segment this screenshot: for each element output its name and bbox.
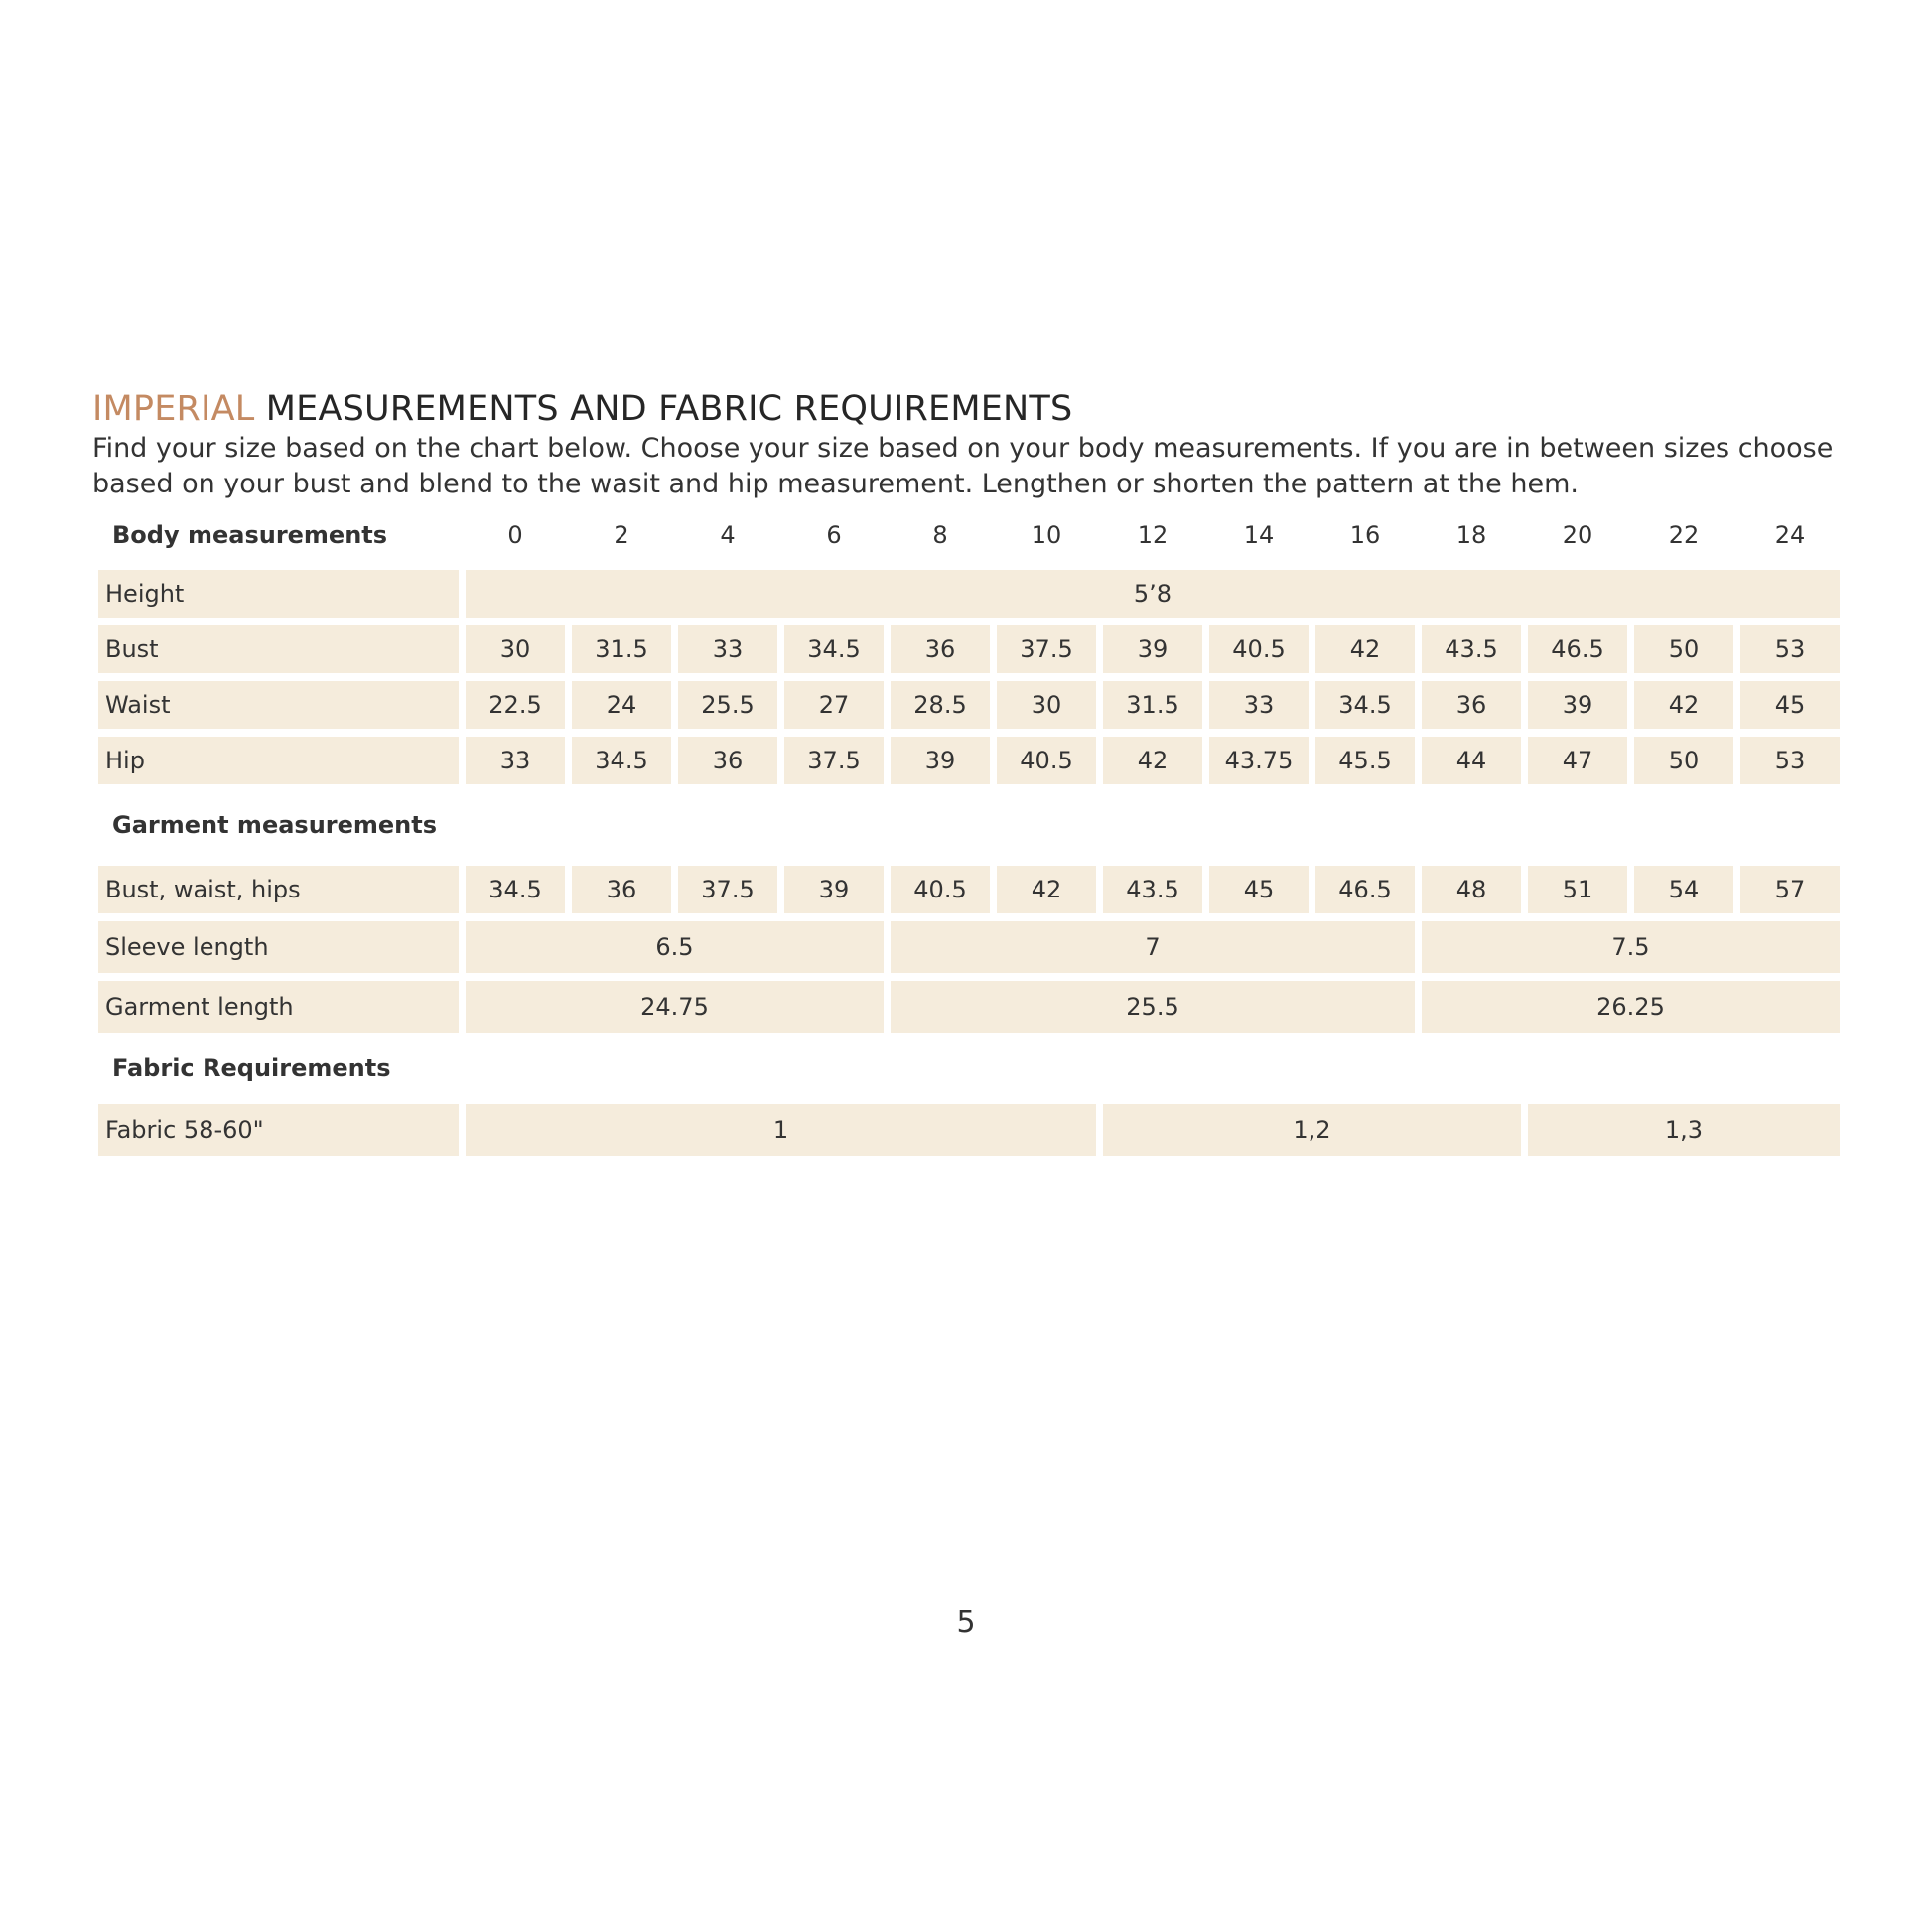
size-header-18: 18 (1455, 521, 1487, 549)
table-cell: 39 (891, 737, 990, 784)
table-cell: 45 (1209, 866, 1309, 913)
table-cell: 24 (572, 681, 671, 729)
table-cell: 7 (891, 921, 1415, 973)
table-cell: 7.5 (1422, 921, 1840, 973)
section-header-body: Body measurements (112, 521, 388, 549)
table-cell: 37.5 (997, 625, 1096, 673)
table-cell: 46.5 (1315, 866, 1415, 913)
table-cell: 26.25 (1422, 981, 1840, 1033)
table-cell: 43.5 (1103, 866, 1202, 913)
table-cell: 45 (1740, 681, 1840, 729)
table-cell: 33 (678, 625, 777, 673)
table-cell: 42 (1634, 681, 1733, 729)
table-cell: 51 (1528, 866, 1627, 913)
table-cell: 34.5 (572, 737, 671, 784)
table-cell: 40.5 (891, 866, 990, 913)
table-cell: 48 (1422, 866, 1521, 913)
table-cell: 40.5 (997, 737, 1096, 784)
table-cell: 40.5 (1209, 625, 1309, 673)
table-cell: 28.5 (891, 681, 990, 729)
table-cell: 25.5 (891, 981, 1415, 1033)
size-header-6: 6 (826, 521, 842, 549)
page-title (92, 389, 1072, 429)
row-label: Height (98, 570, 459, 618)
section-header-fabric: Fabric Requirements (112, 1054, 391, 1082)
table-cell: 50 (1634, 737, 1733, 784)
size-header-22: 22 (1668, 521, 1700, 549)
size-header-2: 2 (614, 521, 629, 549)
table-cell: 42 (1315, 625, 1415, 673)
row-label: Fabric 58-60" (98, 1104, 459, 1156)
table-cell: 36 (678, 737, 777, 784)
table-cell: 42 (1103, 737, 1202, 784)
row-label: Garment length (98, 981, 459, 1033)
table-cell: 6.5 (466, 921, 884, 973)
size-header-0: 0 (507, 521, 523, 549)
table-cell: 39 (784, 866, 884, 913)
table-cell: 31.5 (1103, 681, 1202, 729)
table-cell: 5’8 (466, 570, 1840, 618)
table-cell: 34.5 (1315, 681, 1415, 729)
table-cell: 31.5 (572, 625, 671, 673)
table-cell: 1 (466, 1104, 1096, 1156)
table-cell: 36 (891, 625, 990, 673)
table-cell: 1,3 (1528, 1104, 1840, 1156)
size-header-4: 4 (720, 521, 736, 549)
size-header-8: 8 (932, 521, 948, 549)
size-header-10: 10 (1031, 521, 1062, 549)
table-cell: 42 (997, 866, 1096, 913)
size-header-14: 14 (1243, 521, 1275, 549)
table-cell: 34.5 (466, 866, 565, 913)
size-header-20: 20 (1562, 521, 1593, 549)
intro-line-2: based on your bust and blend to the wasit and hip measurement. Lengthen or shorten the pattern at the hem. (92, 469, 1579, 499)
intro-text (92, 431, 1879, 502)
table-cell: 36 (572, 866, 671, 913)
table-cell: 57 (1740, 866, 1840, 913)
row-label: Hip (98, 737, 459, 784)
row-label: Sleeve length (98, 921, 459, 973)
intro-line-1: Find your size based on the chart below. Choose your size based on your body measurements. If you are in between sizes choose (92, 433, 1834, 464)
row-label: Bust, waist, hips (98, 866, 459, 913)
table-cell: 39 (1103, 625, 1202, 673)
table-cell: 27 (784, 681, 884, 729)
table-cell: 37.5 (784, 737, 884, 784)
size-header-24: 24 (1774, 521, 1806, 549)
row-label: Waist (98, 681, 459, 729)
table-cell: 46.5 (1528, 625, 1627, 673)
table-cell: 33 (466, 737, 565, 784)
table-cell: 44 (1422, 737, 1521, 784)
table-cell: 39 (1528, 681, 1627, 729)
page-number: 5 (956, 1605, 976, 1640)
table-cell: 36 (1422, 681, 1521, 729)
table-cell: 33 (1209, 681, 1309, 729)
section-header-garment: Garment measurements (112, 811, 438, 839)
table-cell: 43.5 (1422, 625, 1521, 673)
table-cell: 22.5 (466, 681, 565, 729)
table-cell: 37.5 (678, 866, 777, 913)
table-cell: 50 (1634, 625, 1733, 673)
table-cell: 34.5 (784, 625, 884, 673)
table-cell: 47 (1528, 737, 1627, 784)
size-chart (98, 508, 1840, 1156)
title-accent: IMPERIAL (92, 389, 255, 429)
table-cell: 1,2 (1103, 1104, 1521, 1156)
size-header-12: 12 (1137, 521, 1169, 549)
title-rest: MEASUREMENTS AND FABRIC REQUIREMENTS (254, 389, 1073, 429)
table-cell: 43.75 (1209, 737, 1309, 784)
size-header-16: 16 (1349, 521, 1381, 549)
table-cell: 24.75 (466, 981, 884, 1033)
table-cell: 30 (466, 625, 565, 673)
table-cell: 45.5 (1315, 737, 1415, 784)
table-cell: 53 (1740, 737, 1840, 784)
row-label: Bust (98, 625, 459, 673)
table-cell: 54 (1634, 866, 1733, 913)
table-cell: 53 (1740, 625, 1840, 673)
table-cell: 30 (997, 681, 1096, 729)
table-cell: 25.5 (678, 681, 777, 729)
